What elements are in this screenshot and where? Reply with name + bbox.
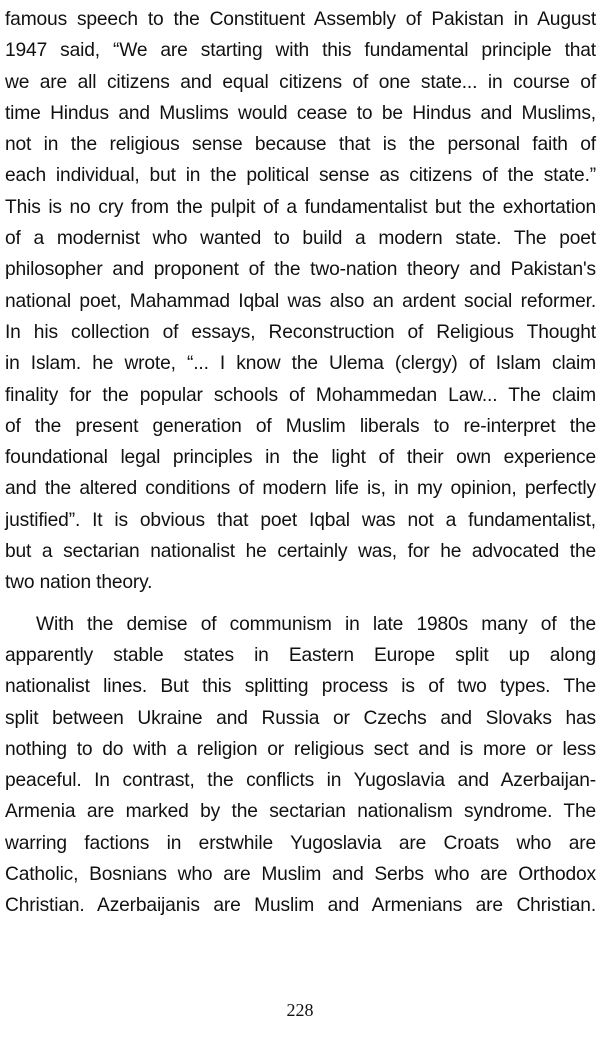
- text-line: in Islam. he wrote, “... I know the Ulema (clergy) of Islam claim: [5, 353, 596, 375]
- text-line: nationalist lines. But this splitting process is of two types. The: [5, 676, 596, 698]
- paragraph-1: [0, 4, 600, 599]
- text-line: and the altered conditions of modern life is, in my opinion, perfectly: [5, 478, 596, 500]
- text-line: In his collection of essays, Reconstruction of Religious Thought: [5, 321, 596, 343]
- page-number: 228: [286, 1000, 314, 1020]
- text-line: nothing to do with a religion or religious sect and is more or less: [5, 738, 596, 760]
- text-line: finality for the popular schools of Mohammedan Law... The claim: [5, 384, 596, 406]
- text-line: two nation theory.: [5, 572, 153, 594]
- text-line: of a modernist who wanted to build a modern state. The poet: [5, 228, 596, 250]
- text-line: With the demise of communism in late 1980s many of the: [36, 613, 596, 635]
- text-line: Christian. Azerbaijanis are Muslim and Armenians are Christian.: [5, 895, 596, 917]
- text-line: apparently stable states in Eastern Europe split up along: [5, 644, 596, 666]
- paragraph-2: [0, 609, 600, 922]
- text-line: time Hindus and Muslims would cease to be Hindus and Muslims,: [5, 102, 596, 124]
- text-line: national poet, Mahammad Iqbal was also an ardent social reformer.: [5, 290, 596, 312]
- text-line: each individual, but in the political sense as citizens of the state.”: [5, 165, 596, 187]
- text-line: split between Ukraine and Russia or Czechs and Slovaks has: [5, 707, 596, 729]
- text-line: of the present generation of Muslim liberals to re-interpret the: [5, 415, 596, 437]
- text-line: not in the religious sense because that is the personal faith of: [5, 134, 596, 156]
- text-line: This is no cry from the pulpit of a fundamentalist but the exhortation: [5, 196, 596, 218]
- text-line: Armenia are marked by the sectarian nationalism syndrome. The: [5, 801, 596, 823]
- text-line: we are all citizens and equal citizens of one state... in course of: [5, 71, 596, 93]
- text-line: Catholic, Bosnians who are Muslim and Serbs who are Orthodox: [5, 864, 596, 886]
- text-line: famous speech to the Constituent Assembly of Pakistan in August: [5, 9, 596, 30]
- text-line: but a sectarian nationalist he certainly was, for he advocated the: [5, 541, 596, 563]
- text-line: justified”. It is obvious that poet Iqbal was not a fundamentalist,: [5, 509, 596, 531]
- text-line: 1947 said, “We are starting with this fundamental principle that: [5, 40, 596, 62]
- text-line: philosopher and proponent of the two-nation theory and Pakistan's: [5, 259, 596, 281]
- text-line: foundational legal principles in the light of their own experience: [5, 447, 596, 469]
- text-line: warring factions in erstwhile Yugoslavia are Croats who are: [5, 832, 596, 854]
- text-line: peaceful. In contrast, the conflicts in Yugoslavia and Azerbaijan-: [5, 770, 596, 792]
